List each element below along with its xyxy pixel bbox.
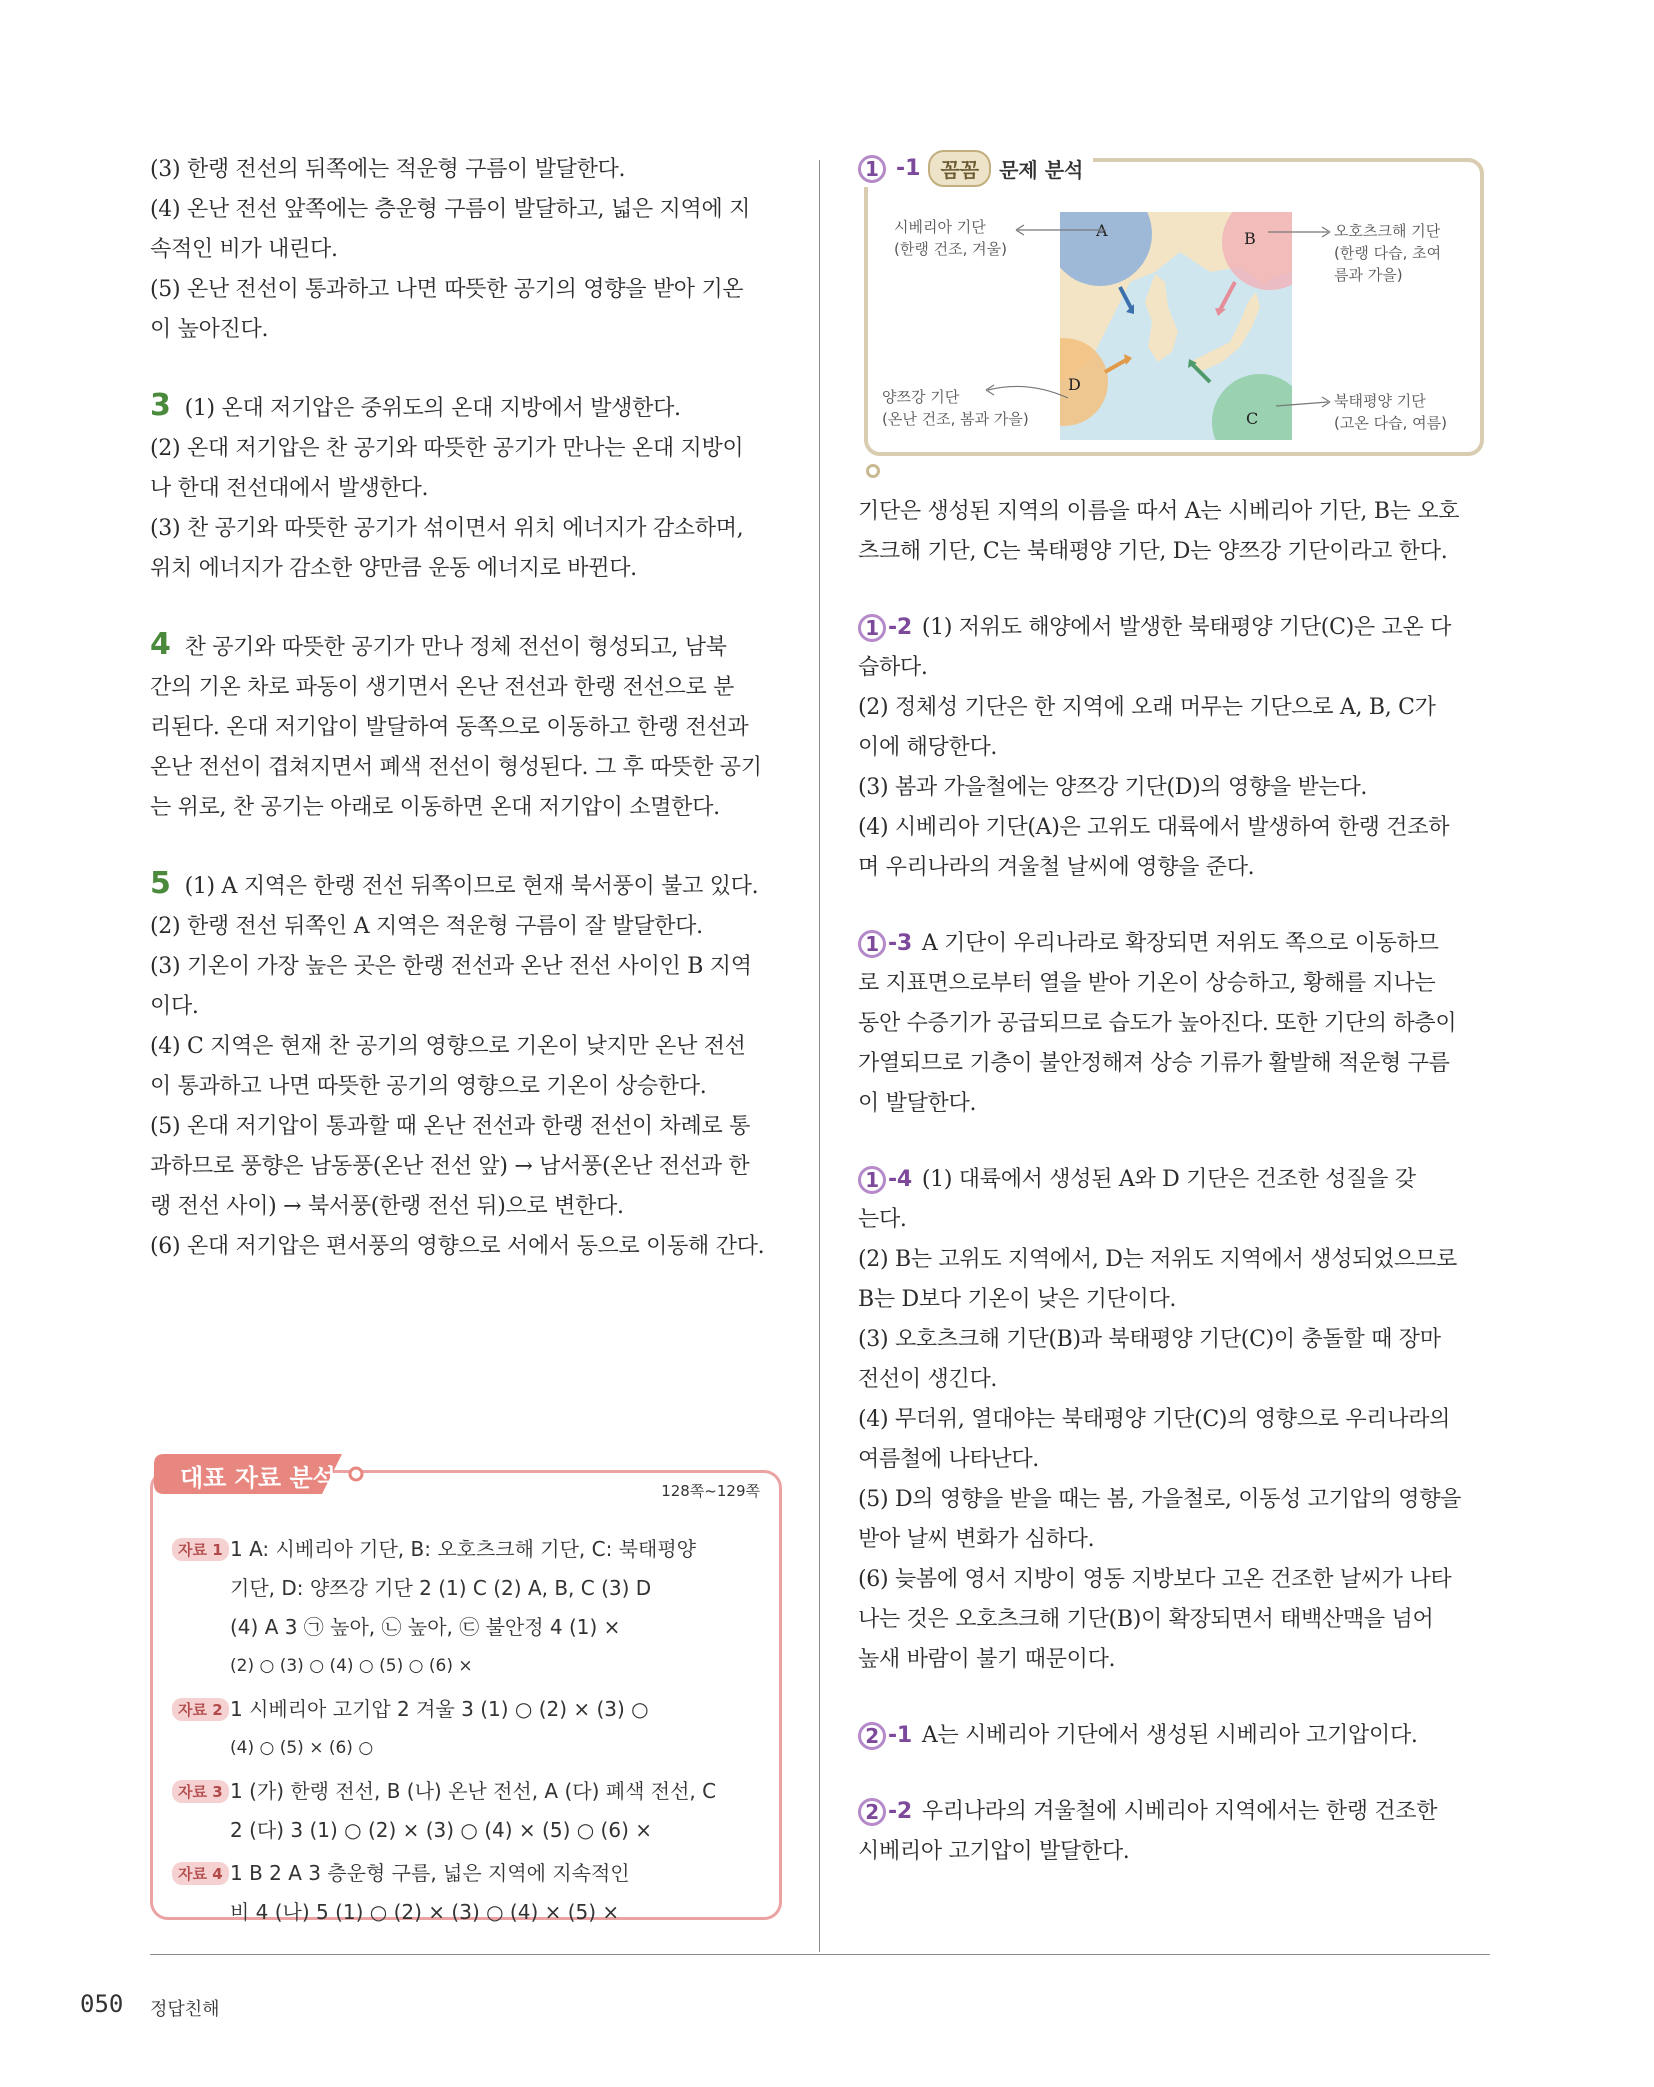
text-line: (5) 온대 저기압이 통과할 때 온난 전선과 한랭 전선이 차례로 통 — [150, 1114, 751, 1139]
question-badge: 2 — [858, 1722, 886, 1750]
text-line: 츠크해 기단, C는 북태평양 기단, D는 양쯔강 기단이라고 한다. — [858, 539, 1448, 564]
answer-3 — [150, 386, 782, 589]
siberia-label: 시베리아 기단 (한랭 건조, 겨울) — [894, 218, 1007, 258]
question-sub: -4 — [888, 1167, 912, 1192]
question-badge: 1 — [858, 1166, 886, 1194]
summary-title: 대표 자료 분석 — [180, 1464, 336, 1492]
text-line: 랭 전선 사이) → 북서풍(한랭 전선 뒤)으로 변한다. — [150, 1194, 624, 1219]
text-line: (5) D의 영향을 받을 때는 봄, 가을철로, 이동성 고기압의 영향을 — [858, 1487, 1462, 1512]
summary-box — [150, 1450, 782, 1924]
text-line: 동안 수증기가 공급되므로 습도가 높아진다. 또한 기단의 하층이 — [858, 1011, 1457, 1036]
okhotsk-label: 오호츠크해 기단 (한랭 다습, 초여 름과 가을) — [1334, 222, 1442, 284]
right-column — [858, 150, 1490, 1908]
footer-label: 정답친해 — [150, 1999, 220, 2020]
summary-line: 1 A: 시베리아 기단, B: 오호츠크해 기단, C: 북태평양 — [230, 1537, 696, 1561]
text-line: 는 위로, 찬 공기는 아래로 이동하면 온대 저기압이 소멸한다. — [150, 795, 720, 820]
text-line: 과하므로 풍향은 남동풍(온난 전선 앞) → 남서풍(온난 전선과 한 — [150, 1154, 750, 1179]
page-number: 050 — [80, 1990, 124, 2018]
text-line: 찬 공기와 따뜻한 공기가 만나 정체 전선이 형성되고, 남북 — [184, 635, 727, 660]
answer-1-4 — [858, 1160, 1490, 1680]
text-line: 가열되므로 기층이 불안정해져 상승 기류가 활발해 적운형 구름 — [858, 1051, 1450, 1076]
text-line: 여름철에 나타난다. — [858, 1447, 1040, 1472]
text-line: 이 발달한다. — [858, 1091, 977, 1116]
label-a: A — [1096, 221, 1108, 240]
data-label: 자료 1 — [172, 1538, 229, 1561]
text-line: 로 지표면으로부터 열을 받아 기온이 상승하고, 황해를 지나는 — [858, 971, 1436, 996]
text-line: 나 한대 전선대에서 발생한다. — [150, 476, 429, 501]
map-header — [858, 150, 1093, 187]
kkom-badge: 꼼꼼 — [928, 150, 991, 187]
text-line: (2) B는 고위도 지역에서, D는 저위도 지역에서 생성되었으므로 — [858, 1247, 1457, 1272]
text-line: (4) 시베리아 기단(A)은 고위도 대륙에서 발생하여 한랭 건조하 — [858, 815, 1450, 840]
footer-rule — [150, 1954, 1490, 1955]
summary-row — [172, 1772, 762, 1850]
text-line: 기단은 생성된 지역의 이름을 따서 A는 시베리아 기단, B는 오호 — [858, 499, 1460, 524]
text-line: (3) 봄과 가을철에는 양쯔강 기단(D)의 영향을 받는다. — [858, 775, 1368, 800]
answer-number: 3 — [150, 388, 171, 423]
question-sub: -2 — [888, 615, 912, 640]
data-label: 자료 2 — [172, 1698, 229, 1721]
text-line: (4) 무더위, 열대야는 북태평양 기단(C)의 영향으로 우리나라의 — [858, 1407, 1451, 1432]
text-line: (2) 온대 저기압은 찬 공기와 따뜻한 공기가 만나는 온대 지방이 — [150, 436, 744, 461]
left-column — [150, 150, 782, 1924]
question-sub: -2 — [888, 1799, 912, 1824]
text-line: 높새 바람이 불기 때문이다. — [858, 1647, 1116, 1672]
answer-2-2 — [858, 1792, 1490, 1872]
text-line: (1) 온대 저기압은 중위도의 온대 지방에서 발생한다. — [184, 396, 681, 421]
pacific-label: 북태평양 기단 (고온 다습, 여름) — [1334, 392, 1447, 432]
answer-1-2 — [858, 608, 1490, 888]
text-line: A는 시베리아 기단에서 생성된 시베리아 고기압이다. — [921, 1723, 1418, 1748]
text-line: 나는 것은 오호츠크해 기단(B)이 확장되면서 태백산맥을 넘어 — [858, 1607, 1434, 1632]
text-line: 속적인 비가 내린다. — [150, 237, 338, 262]
text-line: (1) 저위도 해양에서 발생한 북태평양 기단(C)은 고온 다 — [921, 615, 1452, 640]
text-line: 는다. — [858, 1207, 907, 1232]
summary-line: 1 시베리아 고기압 2 겨울 3 (1) ○ (2) × (3) ○ — [230, 1697, 649, 1721]
text-line: 위치 에너지가 감소한 양만큼 운동 에너지로 바뀐다. — [150, 556, 637, 581]
question-sub: -1 — [896, 156, 921, 181]
air-mass-map — [1060, 212, 1292, 440]
summary-line: 2 (다) 3 (1) ○ (2) × (3) ○ (4) × (5) ○ (6) × — [230, 1818, 652, 1842]
summary-row — [172, 1854, 762, 1932]
text-line: (6) 온대 저기압은 편서풍의 영향으로 서에서 동으로 이동해 간다. — [150, 1234, 765, 1259]
summary-line: 비 4 (나) 5 (1) ○ (2) × (3) ○ (4) × (5) × — [230, 1900, 620, 1924]
air-mass-map-card — [858, 150, 1490, 470]
summary-line: (2) ○ (3) ○ (4) ○ (5) ○ (6) × — [230, 1656, 473, 1676]
answer-number: 4 — [150, 627, 171, 662]
summary-line: 1 B 2 A 3 층운형 구름, 넓은 지역에 지속적인 — [230, 1861, 630, 1885]
answer-4 — [150, 625, 782, 828]
label-d: D — [1068, 375, 1081, 394]
text-line: 받아 날씨 변화가 심하다. — [858, 1527, 1095, 1552]
text-line: 우리나라의 겨울철에 시베리아 지역에서는 한랭 건조한 — [921, 1799, 1438, 1824]
text-line: (6) 늦봄에 영서 지방이 영동 지방보다 고온 건조한 날씨가 나타 — [858, 1567, 1452, 1592]
text-line: (4) C 지역은 현재 찬 공기의 영향으로 기온이 낮지만 온난 전선 — [150, 1034, 746, 1059]
q2-continuation — [150, 150, 782, 350]
question-badge: 2 — [858, 1798, 886, 1826]
map-note — [858, 492, 1490, 572]
label-b: B — [1244, 229, 1256, 248]
label-c: C — [1246, 409, 1259, 428]
summary-body — [172, 1530, 762, 1936]
text-line: (3) 찬 공기와 따뜻한 공기가 섞이면서 위치 에너지가 감소하며, — [150, 516, 744, 541]
text-line: (1) 대륙에서 생성된 A와 D 기단은 건조한 성질을 갖 — [921, 1167, 1416, 1192]
question-sub: -3 — [888, 931, 912, 956]
yangtze-label: 양쯔강 기단 (온난 건조, 봄과 가을) — [882, 388, 1029, 428]
question-badge: 1 — [858, 614, 886, 642]
summary-line: (4) A 3 ㉠ 높아, ㉡ 높아, ㉢ 불안정 4 (1) × — [230, 1615, 621, 1639]
data-label: 자료 4 — [172, 1862, 229, 1885]
summary-line: (4) ○ (5) × (6) ○ — [230, 1738, 374, 1758]
text-line: 이에 해당한다. — [858, 735, 998, 760]
summary-line: 기단, D: 양쯔강 기단 2 (1) C (2) A, B, C (3) D — [230, 1576, 652, 1600]
answer-2-1 — [858, 1716, 1490, 1756]
summary-row — [172, 1690, 762, 1768]
text-line: 며 우리나라의 겨울철 날씨에 영향을 준다. — [858, 855, 1255, 880]
text-line: B는 D보다 기온이 낮은 기단이다. — [858, 1287, 1177, 1312]
question-badge: 1 — [858, 155, 886, 183]
text-line: 이 통과하고 나면 따뜻한 공기의 영향으로 기온이 상승한다. — [150, 1074, 707, 1099]
question-sub: -1 — [888, 1723, 912, 1748]
text-line: 간의 기온 차로 파동이 생기면서 온난 전선과 한랭 전선으로 분 — [150, 675, 735, 700]
tab-dot-icon — [346, 1464, 366, 1484]
text-line: 이 높아진다. — [150, 317, 269, 342]
text-line: 전선이 생긴다. — [858, 1367, 998, 1392]
answer-5 — [150, 864, 782, 1267]
data-label: 자료 3 — [172, 1780, 229, 1803]
question-badge: 1 — [858, 930, 886, 958]
summary-row — [172, 1530, 762, 1686]
summary-line: 1 (가) 한랭 전선, B (나) 온난 전선, A (다) 폐색 전선, C — [230, 1779, 717, 1803]
text-line: (3) 오호츠크해 기단(B)과 북태평양 기단(C)이 충돌할 때 장마 — [858, 1327, 1441, 1352]
text-line: (4) 온난 전선 앞쪽에는 층운형 구름이 발달하고, 넓은 지역에 지 — [150, 197, 751, 222]
text-line: (2) 한랭 전선 뒤쪽인 A 지역은 적운형 구름이 잘 발달한다. — [150, 914, 703, 939]
text-line: 이다. — [150, 994, 199, 1019]
frame-dot-icon — [866, 464, 880, 478]
answer-1-3 — [858, 924, 1490, 1124]
text-line: 습하다. — [858, 655, 928, 680]
text-line: (1) A 지역은 한랭 전선 뒤쪽이므로 현재 북서풍이 불고 있다. — [184, 874, 759, 899]
column-divider — [819, 160, 820, 1952]
text-line: (3) 한랭 전선의 뒤쪽에는 적운형 구름이 발달한다. — [150, 157, 626, 182]
text-line: 리된다. 온대 저기압이 발달하여 동쪽으로 이동하고 한랭 전선과 — [150, 715, 749, 740]
summary-pages: 128쪽~129쪽 — [661, 1482, 760, 1500]
text-line: (2) 정체성 기단은 한 지역에 오래 머무는 기단으로 A, B, C가 — [858, 695, 1436, 720]
text-line: A 기단이 우리나라로 확장되면 저위도 쪽으로 이동하므 — [921, 931, 1439, 956]
text-line: (5) 온난 전선이 통과하고 나면 따뜻한 공기의 영향을 받아 기온 — [150, 277, 744, 302]
answer-number: 5 — [150, 866, 171, 901]
text-line: 시베리아 고기압이 발달한다. — [858, 1839, 1130, 1864]
map-header-label: 문제 분석 — [999, 158, 1084, 182]
text-line: 온난 전선이 겹쳐지면서 폐색 전선이 형성된다. 그 후 따뜻한 공기 — [150, 755, 762, 780]
text-line: (3) 기온이 가장 높은 곳은 한랭 전선과 온난 전선 사이인 B 지역 — [150, 954, 752, 979]
